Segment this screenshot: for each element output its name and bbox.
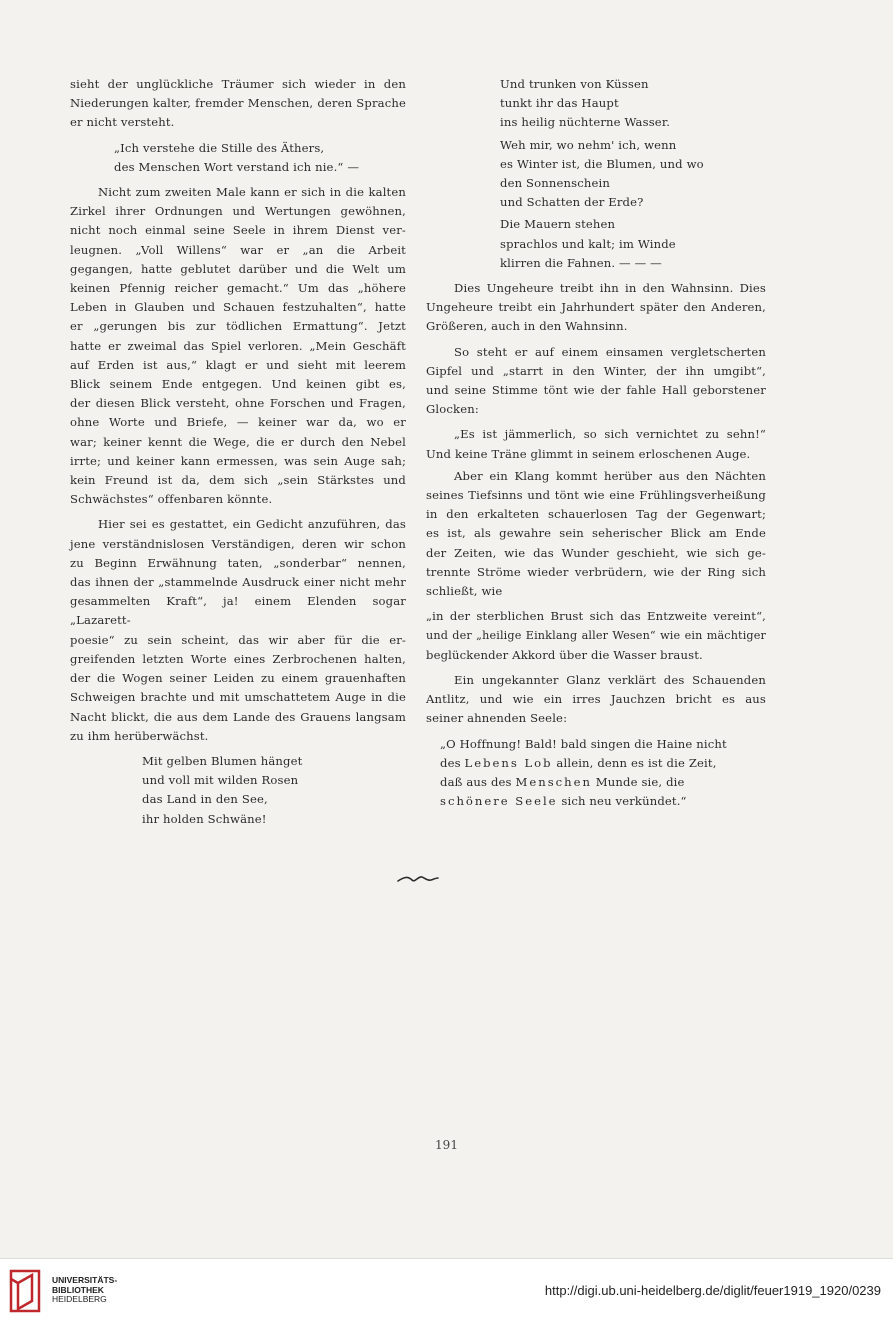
text-line: Hier sei es gestattet, ein Gedicht anzuführen, das — [98, 517, 406, 532]
text-line: Dies Ungeheure treibt ihn in den Wahnsinn. Dies — [454, 281, 766, 296]
text-line: es ist, als gewahre sein seherischer Blick am Ende — [426, 526, 766, 541]
text-line: Blick seinem Ende entgegen. Und keinen gibt es, — [70, 377, 406, 392]
permalink-url[interactable]: http://digi.ub.uni-heidelberg.de/diglit/feuer1919_1920/0239 — [544, 1283, 881, 1298]
poem-line: es Winter ist, die Blumen, und wo — [500, 156, 704, 171]
text-line: beglückender Akkord über die Wasser braust. — [426, 647, 703, 662]
poem-stanza — [426, 75, 766, 133]
poem-line: Mit gelben Blumen hänget — [142, 753, 303, 768]
text-line: „Es ist jämmerlich, so sich vernichtet zu sehn!“ — [454, 427, 766, 442]
text-line: nicht noch einmal seine Seele in ihrem Dienst ver- — [70, 223, 406, 238]
paragraph — [426, 425, 766, 463]
paragraph — [426, 343, 766, 420]
poem-line: Weh mir, wo nehm' ich, wenn — [500, 137, 677, 152]
quote-line: „Ich verstehe die Stille des Äthers, — [114, 140, 325, 155]
emphasis-text: Lebens Lob — [464, 755, 553, 770]
text-line: Größeren, auch in den Wahnsinn. — [426, 319, 628, 334]
text-line: trennte Ströme wieder verbrüdern, wie der Ring sich — [426, 564, 766, 579]
text-line: auf Erden ist aus,“ klagt er und sieht mit leerem — [70, 357, 406, 372]
text-line: Aber ein Klang kommt herüber aus den Nächten — [454, 468, 766, 483]
text-line: ohne Worte und Briefe, — keiner war da, wo er — [70, 415, 406, 430]
block-quote — [426, 735, 766, 812]
text-line: zu Beginn Erwähnung taten, „sonderbar“ nennen, — [70, 555, 406, 570]
emphasis-text: schönere Seele — [440, 794, 558, 809]
text-line: Schweigen brachte und mit umschattetem Auge in die — [70, 690, 406, 705]
poem-stanza — [426, 136, 766, 213]
quote-line: „O Hoffnung! Bald! bald singen die Haine nicht — [440, 736, 727, 751]
poem-line: Die Mauern stehen — [500, 217, 616, 232]
text-line: der die Wogen seiner Leiden zu einem grauenhaften — [70, 671, 406, 686]
decorative-swash-icon — [396, 872, 440, 886]
text-line: Nicht zum zweiten Male kann er sich in die kalten — [98, 185, 406, 200]
text-line: Nacht blickt, die aus dem Lande des Grauens langsam — [70, 709, 406, 724]
poem-line: den Sonnenschein — [500, 176, 610, 191]
text-line: seines Tiefsinns und tönt wie eine Frühlingsverheißung — [426, 488, 766, 503]
text-line: „in der sterblichen Brust sich das Entzweite vereint“, — [426, 609, 766, 624]
text-line: seiner ahnenden Seele: — [426, 711, 568, 726]
poem-line: tunkt ihr das Haupt — [500, 96, 619, 111]
text-line: greifenden letzten Worte eines Zerbrochenen halten, — [70, 651, 406, 666]
text-line: jene verständnislosen Verständigen, deren wir schon — [70, 536, 406, 551]
text-line: zu ihm herüberwächst. — [70, 728, 209, 743]
text-line: Zirkel ihrer Ordnungen und Wertungen gewöhnen, — [70, 204, 406, 219]
text-line: Ungeheure treibt ein Jahrhundert später den Anderen, — [426, 300, 766, 315]
paragraph — [426, 467, 766, 601]
text-line: poesie“ zu sein scheint, das wir aber für die er- — [70, 632, 406, 647]
text-line: er nicht versteht. — [70, 115, 175, 130]
left-column — [70, 75, 406, 829]
paragraph — [70, 75, 406, 133]
text-line: Und keine Träne glimmt in seinem erloschenen Auge. — [426, 446, 751, 461]
text-line: der diesen Blick versteht, ohne Forschen und Fragen, — [70, 396, 406, 411]
text-line: So steht er auf einem einsamen vergletscherten — [454, 344, 766, 359]
text-line: Ein ungekannter Glanz verklärt des Schauenden — [454, 672, 766, 687]
right-column — [426, 75, 766, 811]
viewer-footer — [0, 1258, 893, 1323]
text-line: war; keiner kennt die Wege, die er durch den Nebel — [70, 434, 406, 449]
quote-line: daß aus des Menschen Munde sie, die — [440, 774, 685, 789]
poem-line: ihr holden Schwäne! — [142, 811, 267, 826]
emphasis-text: Menschen — [515, 774, 592, 789]
poem-stanza — [70, 752, 406, 829]
text-line: leugnen. „Voll Willens“ war er „an die Arbeit — [70, 242, 406, 257]
paragraph — [426, 279, 766, 337]
poem-line: sprachlos und kalt; im Winde — [500, 236, 676, 251]
poem-stanza — [426, 215, 766, 273]
text-line: kein Freund ist da, dem sich „sein Stärkstes und — [70, 473, 406, 488]
text-line: schließt, wie — [426, 584, 503, 599]
text-line: er „gerungen bis zur tödlichen Ermattung“. Jetzt — [70, 319, 406, 334]
text-line: Niederungen kalter, fremder Menschen, deren Sprache — [70, 96, 406, 111]
poem-line: das Land in den See, — [142, 792, 268, 807]
text-line: der Zeiten, wie das Wunder geschieht, wie sich ge- — [426, 545, 766, 560]
paragraph — [70, 515, 406, 745]
poem-line: und voll mit wilden Rosen — [142, 773, 299, 788]
quote-line: des Lebens Lob allein, denn es ist die Zeit, — [440, 755, 717, 770]
text-line: hatte er zweimal das Spiel verloren. „Mein Geschäft — [70, 338, 406, 353]
text-line: und seine Stimme tönt wie der fahle Hall geborstener — [426, 383, 766, 398]
poem-line: Und trunken von Küssen — [500, 77, 649, 91]
page-number: 191 — [435, 1138, 458, 1152]
text-line: und der „heilige Einklang aller Wesen“ wie ein mächtiger — [426, 629, 766, 643]
text-line: Leben in Glauben und Schauen festzuhalten“, hatte — [70, 300, 406, 315]
text-line: irrte; und keiner kann ermessen, was sein Auge sah; — [70, 453, 406, 468]
paragraph — [426, 671, 766, 729]
text-line: in den erkalteten schauerlosen Tag der Gegenwart; — [426, 507, 766, 522]
text-line: gegangen, hatte geblutet darüber und die Welt um — [70, 261, 406, 276]
text-line: sieht der unglückliche Träumer sich wieder in den — [70, 77, 406, 91]
paragraph — [426, 607, 766, 665]
poem-line: und Schatten der Erde? — [500, 195, 644, 210]
poem-line: klirren die Fahnen. — — — — [500, 255, 662, 270]
block-quote — [70, 139, 406, 177]
poem-line: ins heilig nüchterne Wasser. — [500, 115, 671, 130]
text-line: Glocken: — [426, 402, 479, 417]
text-line: gesammelten Kraft“, ja! einem Elenden sogar „Lazarett- — [70, 594, 406, 628]
text-line: keinen Pfennig reicher gemacht.“ Um das „höhere — [70, 281, 406, 296]
institution-name: UNIVERSITÄTS- BIBLIOTHEK HEIDELBERG — [52, 1275, 118, 1304]
paragraph — [70, 183, 406, 509]
quote-line: des Menschen Wort verstand ich nie.“ — — [114, 159, 360, 174]
text-line: das ihnen der „stammelnde Ausdruck einer nicht mehr — [70, 575, 406, 590]
text-line: Schwächstes“ offenbaren könnte. — [70, 492, 273, 507]
text-line: Antlitz, und wie ein irres Jauchzen bricht es aus — [426, 692, 766, 707]
ub-heidelberg-logo-icon[interactable] — [8, 1269, 42, 1313]
quote-line: schönere Seele sich neu verkündet.“ — [440, 794, 687, 809]
text-line: Gipfel und „starrt in den Winter, der ihn umgibt“, — [426, 363, 766, 378]
